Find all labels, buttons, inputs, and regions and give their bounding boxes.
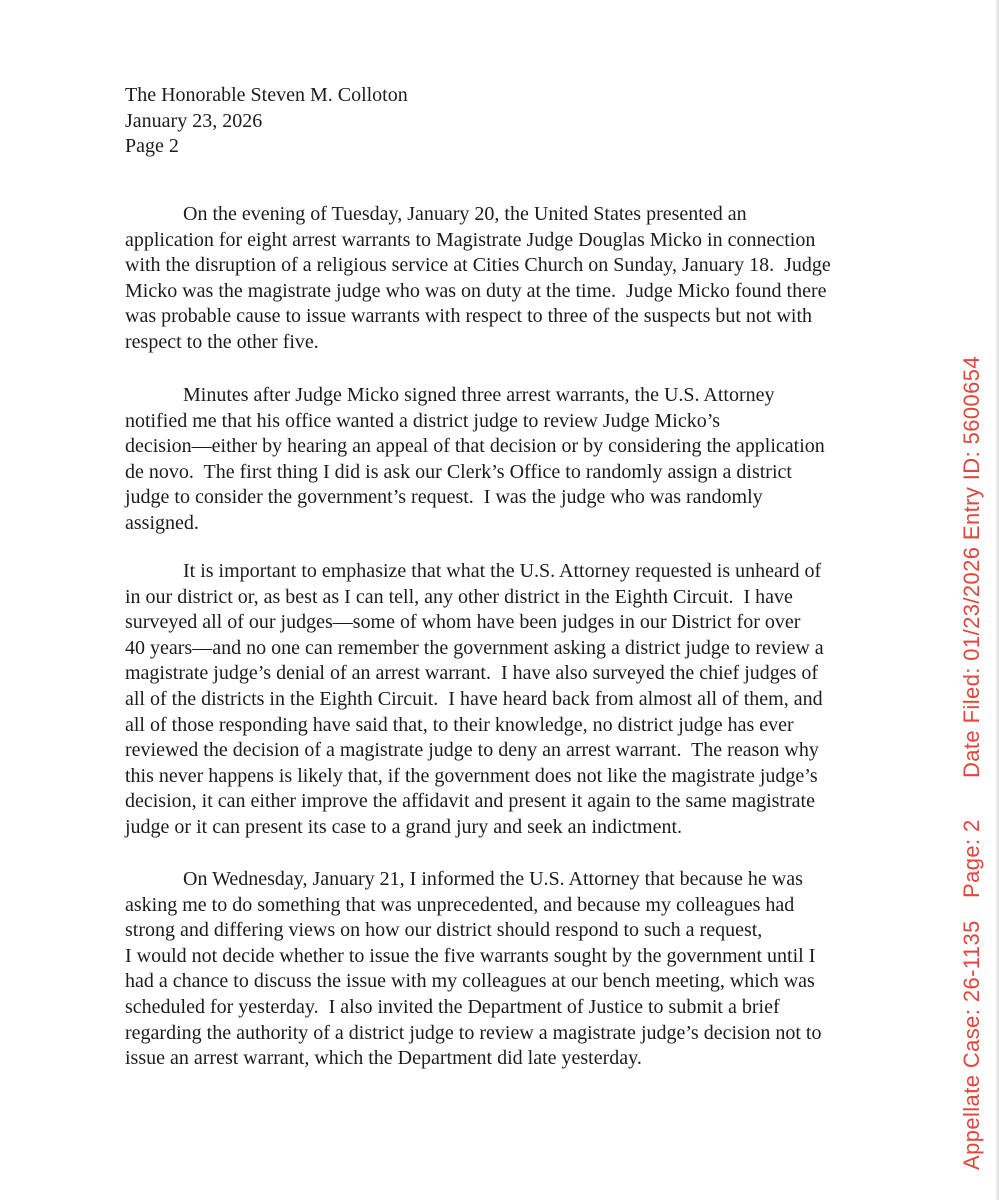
text-line: this never happens is likely that, if the government does not like the magistrate judge’s [125,764,818,787]
text-line: scheduled for yesterday. I also invited the Department of Justice to submit a brief [125,995,780,1018]
text-line: all of those responding have said that, to their knowledge, no district judge has ever [125,713,794,736]
text-line: asking me to do something that was unprecedented, and because my colleagues had [125,893,795,916]
letter-date: January 23, 2026 [125,109,263,132]
text-line: had a chance to discuss the issue with my colleagues at our bench meeting, which was [125,970,815,993]
stamp-case-number: Appellate Case: 26-1135 [959,920,984,1170]
page-number: Page 2 [125,135,179,158]
text-line: reviewed the decision of a magistrate judge to deny an arrest warrant. The reason why [125,739,819,762]
text-line: decision—either by hearing an appeal of that decision or by considering the application [125,435,825,458]
paragraph-3 [125,559,885,841]
text-line: I would not decide whether to issue the five warrants sought by the government until I [125,944,816,967]
stamp-page: Page: 2 [959,819,984,898]
letter-header [125,83,885,160]
text-line: magistrate judge’s denial of an arrest warrant. I have also surveyed the chief judges of [125,662,819,685]
paragraph-2 [125,383,885,537]
text-line: in our district or, as best as I can tell, any other district in the Eighth Circuit. I have [125,585,793,608]
text-line: Micko was the magistrate judge who was on duty at the time. Judge Micko found there [125,279,827,302]
text-line: surveyed all of our judges—some of whom have been judges in our District for over [125,611,801,634]
text-line: It is important to emphasize that what the U.S. Attorney requested is unheard of [183,560,822,582]
text-line: assigned. [125,511,199,534]
filing-stamp [957,240,987,1170]
addressee-line: The Honorable Steven M. Colloton [125,84,408,106]
scan-edge [995,0,999,1200]
paragraph-4 [125,867,885,1072]
text-line: de novo. The first thing I did is ask our Clerk’s Office to randomly assign a district [125,460,792,483]
text-line: judge to consider the government’s request. I was the judge who was randomly [125,486,763,509]
text-line: all of the districts in the Eighth Circuit. I have heard back from almost all of them, and [125,687,823,710]
text-line: On Wednesday, January 21, I informed the U.S. Attorney that because he was [183,868,803,890]
text-line: On the evening of Tuesday, January 20, the United States presented an [183,203,747,225]
text-line: regarding the authority of a district judge to review a magistrate judge’s decision not to [125,1021,822,1044]
text-line: application for eight arrest warrants to Magistrate Judge Douglas Micko in connection [125,228,816,251]
text-line: was probable cause to issue warrants with respect to three of the suspects but not with [125,305,813,328]
stamp-date-filed: Date Filed: 01/23/2026 Entry ID: 5600654 [959,355,984,778]
text-line: notified me that his office wanted a district judge to review Judge Micko’s [125,409,721,432]
text-line: Minutes after Judge Micko signed three arrest warrants, the U.S. Attorney [183,384,775,406]
text-line: respect to the other five. [125,330,319,353]
text-line: issue an arrest warrant, which the Department did late yesterday. [125,1047,642,1070]
text-line: 40 years—and no one can remember the government asking a district judge to review a [125,636,824,659]
text-line: strong and differing views on how our district should respond to such a request, [125,919,763,942]
text-line: with the disruption of a religious service at Cities Church on Sunday, January 18. Judge [125,254,831,277]
text-line: decision, it can either improve the affidavit and present it again to the same magistrate [125,790,815,813]
text-line: judge or it can present its case to a grand jury and seek an indictment. [125,815,683,838]
paragraph-1 [125,202,885,356]
